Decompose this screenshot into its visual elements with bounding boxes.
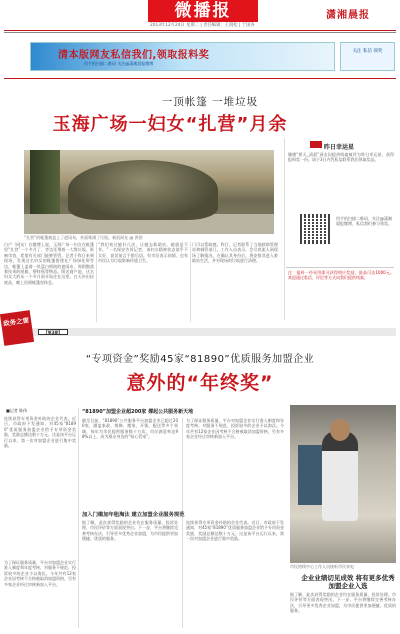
section-title: 微播报 xyxy=(148,0,258,22)
issue-label: 【第3期】 xyxy=(38,329,68,335)
newspaper-logo: 潇湘晨报 xyxy=(326,10,370,21)
story2-photo-caption: 市民热线中心工作人员接听市民来电 xyxy=(290,564,354,569)
story2-photo xyxy=(290,405,396,563)
ad-side-box[interactable]: 关注 私信 领奖 xyxy=(340,42,395,71)
sidebar-separator xyxy=(286,267,394,268)
story2-col3: 为了保证服务质量，平台对加盟企业实行准入制度和年度考核，对服务不规范、投诉较多的企业予以淘汰。今年共有12家企业因考核不合格被取消加盟资格，另有多家企业经过审核新加入平台。 xyxy=(186,418,284,440)
story1-photo xyxy=(24,150,274,234)
sidebar-text: 顺德“桥天_清晨”网友因提供线索被评为昨日幸运星，获得报料奖一份。请于3日内凭私信联系我们领取奖品。 xyxy=(288,152,394,163)
story2-col4: 据了解，此次获得奖励的企业均在服务质量、投诉处理、市民评价等方面表现突出。下一步，平台将继续完善考核办法，引导更多优秀企业加盟，为市民提供更加便捷、优质的服务。 xyxy=(82,520,178,542)
ad-headline: 清本版网友私信我们,领取报料奖 xyxy=(58,50,210,61)
qr-code-overlay xyxy=(300,214,330,244)
sidebar-title: 昨日幸运星 xyxy=(324,144,355,151)
ad-divider xyxy=(4,78,396,79)
story2-col1-cont: 为了保证服务质量，平台对加盟企业实行准入制度和年度考核，对服务不规范、投诉较多的企业予以淘汰。今年共有12家企业因考核不合格被取消加盟资格，另有多家企业经过审核新加入平台。 xyxy=(4,560,76,587)
sidebar-divider xyxy=(284,138,285,320)
header-divider xyxy=(4,30,396,31)
story1-col1: 白户（网友）在微博上说，玉海广场一妇女在帐篷里“扎营”一个多月了，旁边还堆着一大堆垃圾，影响市容，希望有关部门能够管管。记者于昨日来到现场，发现这名妇女的帐篷搭建在广场绿化带旁边，帐篷上盖着一块蓝白相间的遮雨布，周围散落着捡来的纸箱、塑料瓶等物品。附近商户说，这名妇女大约从一个多月前开始住在这里，白天外出捡废品，晚上回到帐篷里休息。 xyxy=(4,242,94,285)
story2-col1: 连续获得专项资金补助的企业代表。近日，市政府下发通知，对45家“81890”优质服务加盟企业给予专项资金奖励，奖励总额达数十万元。这是该平台运行以来，第一次对加盟企业进行集中奖励。 xyxy=(4,416,76,449)
star-icon xyxy=(310,141,322,148)
sidebar-promo: 用手机扫描二维码，关注@潇湘晨报微博，私信我们参与领奖。 xyxy=(336,216,392,227)
dateline: 2013年12月24日 星期二 | 责任编辑：王润松 | 于国涛 xyxy=(150,23,255,28)
story2-col6: 据了解，此次获得奖励的企业均在服务质量、投诉处理、市民评价等方面表现突出。下一步，平台将继续完善考核办法，引导更多优秀企业加盟，为市民提供更加便捷、优质的服务。 xyxy=(290,592,396,614)
story2-col2: 截至目前，“81890”公共服务平台加盟企业已超过200家，涵盖家政、维修、搬家、开锁、配送等多个领域，每年为市民提供服务数十万次，市民满意率达98%以上，成为群众身边的“贴心管家”。 xyxy=(82,418,178,440)
story2-subhead2: 加入门槛加年租淘汰 建立加盟企业服务规范 xyxy=(82,512,185,518)
story1-col3: 门可以帮助她。昨日，记者联系了当地救助管理站和城管部门。工作人员表示，会尽快派人到现场了解情况，在确认其身份后，将安排其进入救助站生活，并对现场的垃圾进行清理。 xyxy=(192,242,278,264)
header-divider-thin xyxy=(4,32,396,33)
story2-headline: 意外的“年终奖” xyxy=(126,372,274,394)
section-stamp: 政务之窗 xyxy=(0,310,34,346)
story2-subhead3: 企业业绩切见成效 将有更多优秀加盟企业入选 xyxy=(301,574,395,590)
reporter-byline: ■记者 陈伟 xyxy=(6,408,28,413)
story1-lead xyxy=(4,138,138,150)
ad-subtitle: 用手机扫描二维码 关注@潇湘晨报微博 xyxy=(84,61,154,66)
story1-photo-caption: “扎营”的帐篷被盖上了遮雨布，外面堆满了垃圾。新浪网友 @ 供图 xyxy=(24,235,143,240)
story2-kicker: “专项资金”奖励45家“81890”优质服务加盟企业 xyxy=(85,354,315,365)
story1-col2: “我们劝过她好几次，让她去救助站，她就是不肯。”一名保安告诉记者，该妇女精神状态似乎不太好，说话前言不搭后语。有市民表示同情，也有市民认为垃圾影响环境卫生。 xyxy=(98,242,188,264)
story1-kicker: 一顶帐篷 一堆垃圾 xyxy=(161,96,259,108)
story2-subhead1: “81890”加盟企业超200家 撑起公共服务新天地 xyxy=(82,409,194,415)
sidebar-note: 注：报料一经采用即可获得相应奖励，最高可达1000元。欢迎通过私信、评论等方式向我们提供线索。 xyxy=(288,270,394,281)
story1-headline: 玉海广场一妇女“扎营”月余 xyxy=(52,114,288,135)
story2-col5: 连续获得专项资金补助的企业代表。近日，市政府下发通知，对45家“81890”优质服务加盟企业给予专项资金奖励，奖励总额达数十万元。这是该平台运行以来，第一次对加盟企业进行集中奖励。 xyxy=(186,520,284,542)
